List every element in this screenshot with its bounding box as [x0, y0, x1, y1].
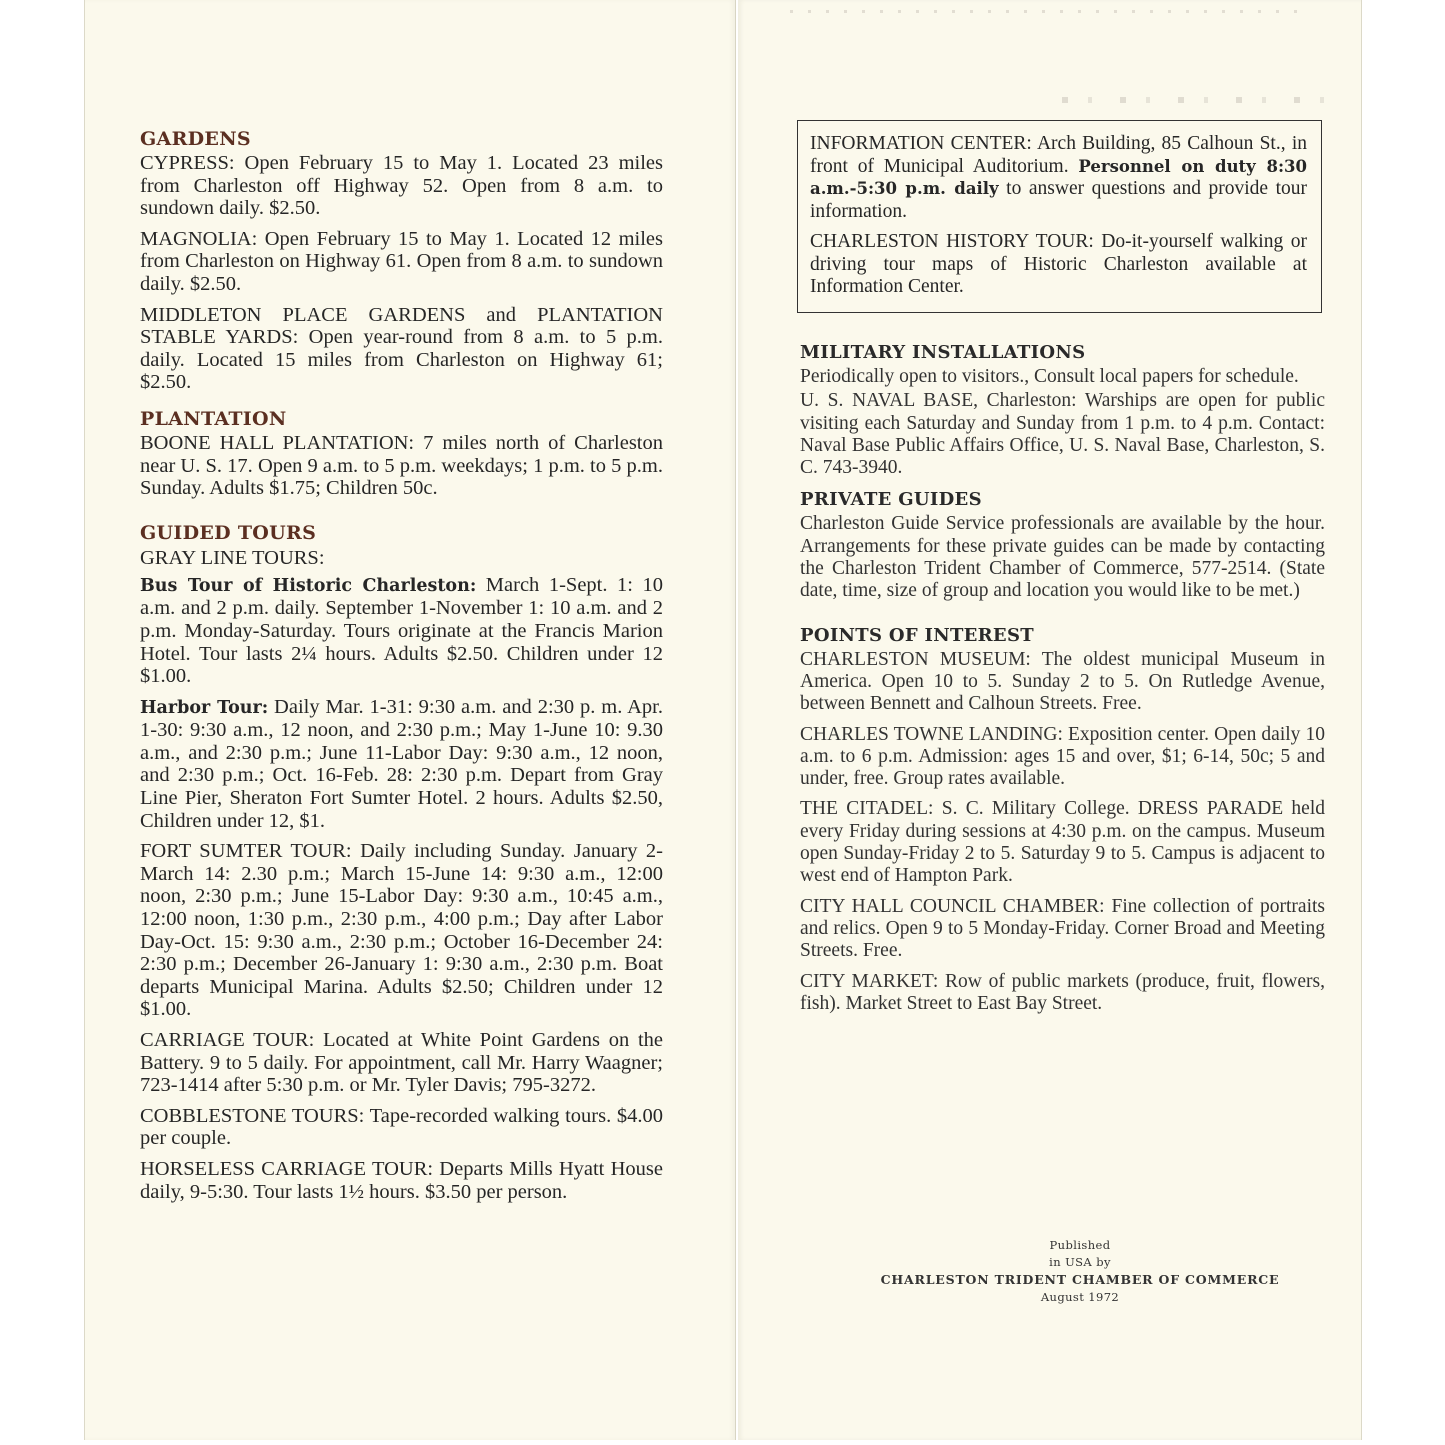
hours-bold: Personnel on duty 8:30 a.m.-5:30 p.m. daily [810, 156, 1307, 198]
section-subheading: GRAY LINE TOURS: [140, 546, 325, 569]
information-center-box [797, 120, 1322, 313]
section-heading: PRIVATE GUIDES [800, 489, 982, 511]
history-tour-entry: CHARLESTON HISTORY TOUR: Do-it-yourself walking or driving tour maps of Historic Charleston available at Information Center. [810, 231, 1307, 297]
information-center-entry [810, 133, 1307, 223]
publisher-credit [800, 1237, 1360, 1306]
guided-tours-section [140, 520, 663, 1203]
publication-date: August 1972 [1040, 1290, 1120, 1304]
listing-entry [140, 696, 663, 833]
section-heading: MILITARY INSTALLATIONS [800, 342, 1086, 363]
entry-text: to answer questions and provide tour information. [810, 178, 1307, 222]
listing-entry: Charleston Guide Service professionals are available by the hour. Arrangements for these private guides can be made by contacting the Charleston Trident Chamber of Commerce, 577-2514. (State date, time, size of group and location you would like to be met.) [800, 513, 1325, 602]
listing-entry: COBBLESTONE TOURS: Tape-recorded walking tours. $4.00 per couple. [140, 1104, 663, 1150]
entry-text: March 1-Sept. 1: 10 a.m. and 2 p.m. daily. September 1-November 1: 10 a.m. and 2 p.m. Monday-Saturday. Tours originate at the Francis Marion Hotel. Tour lasts 2¼ hours. Adults $2.50. Children under 12 $1.00. [140, 573, 663, 688]
listing-entry: BOONE HALL PLANTATION: 7 miles north of Charleston near U. S. 17. Open 9 a.m. to 5 p.m. weekdays; 1 p.m. to 5 p.m. Sunday. Adults $1.75; Children 50c. [140, 431, 663, 500]
listing-entry: HORSELESS CARRIAGE TOUR: Departs Mills Hyatt House daily, 9-5:30. Tour lasts 1½ hours. $3.50 per person. [140, 1157, 663, 1203]
listing-entry: FORT SUMTER TOUR: Daily including Sunday. January 2-March 14: 2.30 p.m.; March 15-June 14: 9:30 a.m., 12:00 noon, 2:30 p.m.; June 15-Labor Day: 9:30 a.m., 10:45 a.m., 12:00 noon, 1:30 p.m., 2:30 p.m., 4:00 p.m.; Day after Labor Day-Oct. 15: 9:30 a.m., 2:30 p.m.; October 16-December 24: 2:30 p.m.; December 26-January 1: 9:30 a.m., 2:30 p.m. Boat departs Municipal Marina. Adults $2.50; Children under 12 $1.00. [140, 840, 663, 1021]
listing-entry: CARRIAGE TOUR: Located at White Point Gardens on the Battery. 9 to 5 daily. For appointment, call Mr. Harry Waagner; 723-1414 after 5:30 p.m. or Mr. Tyler Davis; 795-3272. [140, 1029, 663, 1097]
gardens-section [140, 126, 663, 394]
points-of-interest-section [800, 623, 1325, 1015]
private-guides-section [800, 487, 1325, 602]
left-column [140, 126, 663, 1211]
section-heading: GUIDED TOURS [140, 521, 317, 544]
entry-title: Bus Tour of Historic Charleston: [140, 575, 477, 596]
scan-artifact [790, 10, 1310, 13]
scan-artifact [1062, 97, 1332, 103]
listing-entry: U. S. NAVAL BASE, Charleston: Warships are open for public visiting each Saturday and Sunday from 1 p.m. to 4 p.m. Contact: Naval Base Public Affairs Office, U. S. Naval Base, Charleston, S. C. 743-3940. [800, 390, 1325, 479]
listing-entry: CHARLESTON MUSEUM: The oldest municipal Museum in America. Open 10 to 5. Sunday 2 to 5. On Rutledge Avenue, between Bennett and Calhoun Streets. Free. [800, 648, 1325, 715]
publisher-line: in USA by [1049, 1255, 1111, 1269]
listing-entry: CITY MARKET: Row of public markets (produce, fruit, flowers, fish). Market Street to East Bay Street. [800, 970, 1325, 1014]
entry-text: Daily Mar. 1-31: 9:30 a.m. and 2:30 p. m. Apr. 1-30: 9:30 a.m., 12 noon, and 2:30 p.m.; May 1-June 10: 9.30 a.m., and 2:30 p.m.; June 11-Labor Day: 9:30 a.m., 12 noon, and 2:30 p.m.; Oct. 16-Feb. 28: 2:30 p.m. Depart from Gray Line Pier, Sheraton Fort Sumter Hotel. 2 hours. Adults $2.50, Children under 12, $1. [140, 695, 663, 832]
listing-entry: CYPRESS: Open February 15 to May 1. Located 23 miles from Charleston off Highway 52. Open from 8 a.m. to sundown daily. $2.50. [140, 152, 663, 220]
entry-title: Harbor Tour: [140, 697, 269, 718]
listing-entry: MIDDLETON PLACE GARDENS and PLANTATION STABLE YARDS: Open year-round from 8 a.m. to 5 p.m. daily. Located 15 miles from Charleston on Highway 61; $2.50. [140, 303, 663, 394]
publisher-line: Published [1049, 1238, 1111, 1252]
listing-entry: MAGNOLIA: Open February 15 to May 1. Located 12 miles from Charleston on Highway 61. Open from 8 a.m. to sundown daily. $2.50. [140, 227, 663, 295]
listing-entry: THE CITADEL: S. C. Military College. DRESS PARADE held every Friday during sessions at 4:30 p.m. on the campus. Museum open Sunday-Friday 2 to 5. Saturday 9 to 5. Campus is adjacent to west end of Hampton Park. [800, 798, 1325, 887]
section-heading: GARDENS [140, 128, 251, 150]
listing-entry: CITY HALL COUNCIL CHAMBER: Fine collection of portraits and relics. Open 9 to 5 Monday-Friday. Corner Broad and Meeting Streets. Free. [800, 895, 1325, 962]
section-heading: POINTS OF INTEREST [800, 624, 1034, 646]
listing-entry [140, 574, 663, 688]
right-column [800, 340, 1325, 1023]
publisher-organization: CHARLESTON TRIDENT CHAMBER OF COMMERCE [880, 1272, 1280, 1287]
listing-entry: Periodically open to visitors., Consult local papers for schedule. [800, 366, 1299, 387]
plantation-section [140, 406, 663, 500]
listing-entry: CHARLES TOWNE LANDING: Exposition center. Open daily 10 a.m. to 6 p.m. Admission: ages 15 and over, $1; 6-14, 50c; 5 and under, free. Group rates available. [800, 723, 1325, 790]
military-section [800, 340, 1325, 479]
entry-text: INFORMATION CENTER: Arch Building, 85 Calhoun St., in front of Municipal Auditorium. [810, 133, 1307, 177]
section-heading: PLANTATION [140, 407, 287, 430]
